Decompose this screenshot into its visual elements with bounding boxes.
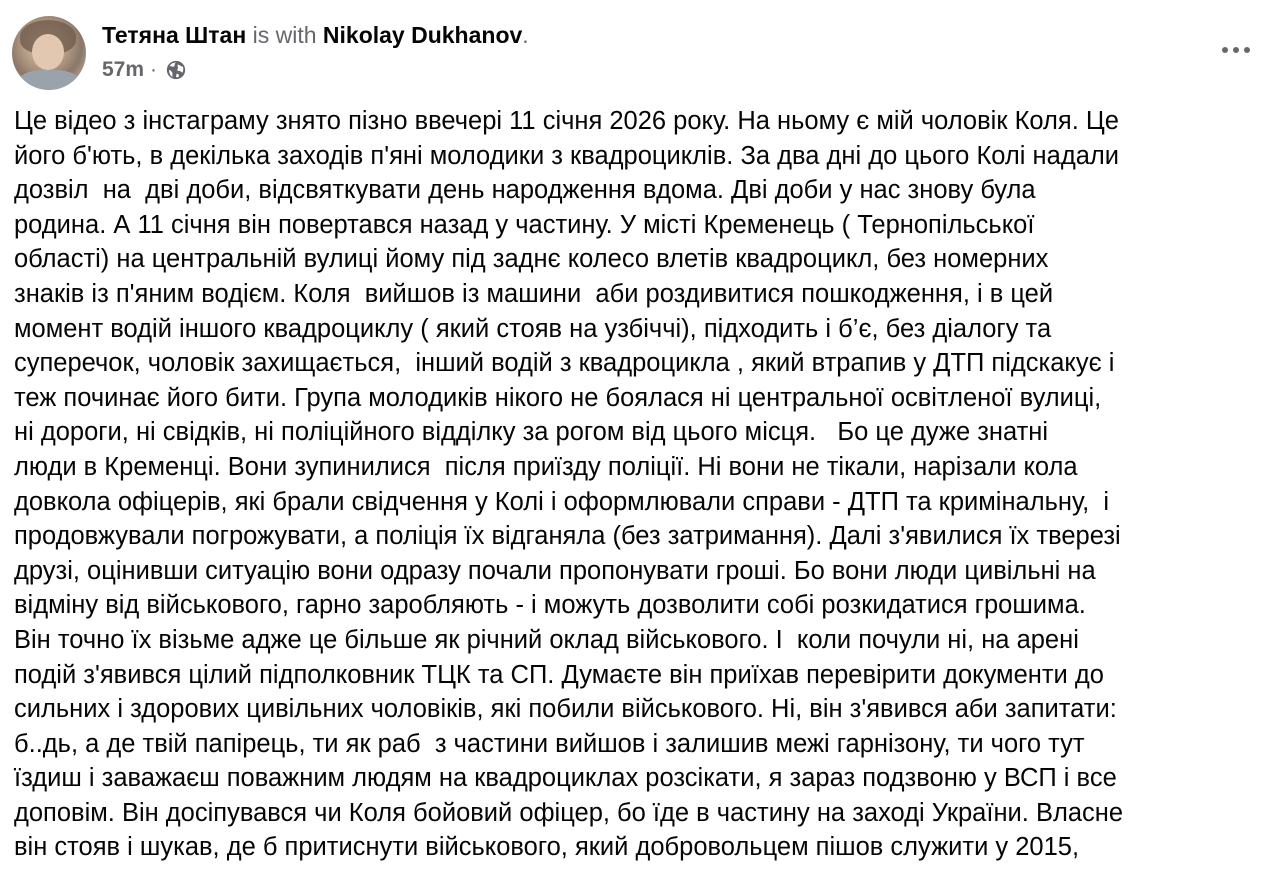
post-timestamp[interactable]: 57m [102, 58, 145, 81]
more-options-button[interactable] [1218, 38, 1254, 62]
post-text-line: довкола офіцерів, які брали свідчення у Колі і оформлювали справи - ДТП та кримінальну, і [14, 487, 1110, 516]
globe-icon[interactable] [165, 59, 187, 81]
post-text-line: б..дь, а де твій папірець, ти як раб з частини вийшов і залишив межі гарнізону, ти чого тут [14, 729, 1085, 758]
meta-separator: · [150, 58, 158, 81]
post-text-line: друзі, оцінивши ситуацію вони одразу почали пропонувати гроші. Бо вони люди цивільні на [14, 556, 1096, 585]
post-text-line: люди в Кременці. Вони зупинилися після приїзду поліції. Ні вони не тікали, нарізали кола [14, 452, 1078, 481]
post-text-line: знаків із п'яним водієм. Коля вийшов із машини аби роздивитися пошкодження, і в цей [14, 279, 1054, 308]
post-text-line: він стояв і шукав, де б притиснути військового, який добровольцем пішов служити у 2015, [14, 833, 1080, 862]
post-text-line: момент водій іншого квадроциклу ( який стояв на узбіччі), підходить і б’є, без діалогу та [14, 314, 1052, 343]
post-meta [102, 56, 187, 84]
with-text: is with [252, 22, 317, 48]
post-text-line: родина. А 11 січня він повертався назад у частину. У місті Кременець ( Тернопільської [14, 210, 1035, 239]
author-avatar[interactable] [12, 16, 86, 90]
post-text-line: його б'ють, в декілька заходів п'яні молодики з квадроциклів. За два дні до цього Колі надали [14, 141, 1120, 170]
tagged-name[interactable]: Nikolay Dukhanov [322, 22, 523, 48]
more-options-icon-dot [1244, 47, 1250, 53]
more-options-icon [1222, 47, 1228, 53]
post-text-line: відміну від військового, гарно заробляють - і можуть дозволити собі розкидатися грошима. [14, 591, 1086, 620]
post-text-line: теж починає його бити. Група молодиків нікого не боялася ні центральної освітленої вулиці, [14, 383, 1102, 412]
post-text-line: області) на центральній вулиці йому під заднє колесо влетів квадроцикл, без номерних [14, 245, 1049, 274]
author-line [102, 20, 529, 50]
post-text-line: сильних і здорових цивільних чоловіків, які побили військового. Ні, він з'явився аби запитати: [14, 695, 1117, 724]
post-text-line: подій з'явився цілий підполковник ТЦК та СП. Думаєте він приїхав перевірити документи до [14, 660, 1104, 689]
post-text-line: суперечок, чоловік захищається, інший водій з квадроцикла , який втрапив у ДТП підскакує і [14, 349, 1115, 378]
post-header [12, 10, 1268, 92]
avatar-shirt [18, 70, 80, 90]
post-text-line: доповім. Він досіпувався чи Коля бойовий офіцер, бо їде в частину на заході України. Власне [14, 798, 1124, 827]
post-text-line: ні дороги, ні свідків, ні поліційного відділку за рогом від цього місця. Бо це дуже знатні [14, 418, 1049, 447]
post-text-line: дозвіл на дві доби, відсвяткувати день народження вдома. Дві доби у нас знову була [14, 176, 1036, 205]
period: . [522, 22, 529, 48]
post-text [14, 104, 1268, 865]
post-text-line: продовжували погрожувати, а поліція їх відганяла (без затримання). Далі з'явилися їх тверезі [14, 522, 1121, 551]
more-options-icon-dot [1233, 47, 1239, 53]
post-text-line: Він точно їх візьме адже це більше як річний оклад військового. І коли почули ні, на арені [14, 625, 1079, 654]
post-text-line: Це відео з інстаграму знято пізно ввечері 11 січня 2026 року. На ньому є мій чоловік Коля. Це [14, 107, 1119, 135]
author-name[interactable]: Тетяна Штан [102, 22, 247, 48]
post-text-line: їздиш і заважаєш поважним людям на квадроциклах розсікати, я зараз подзвоню у ВСП і все [14, 764, 1117, 793]
avatar-face [32, 34, 64, 70]
